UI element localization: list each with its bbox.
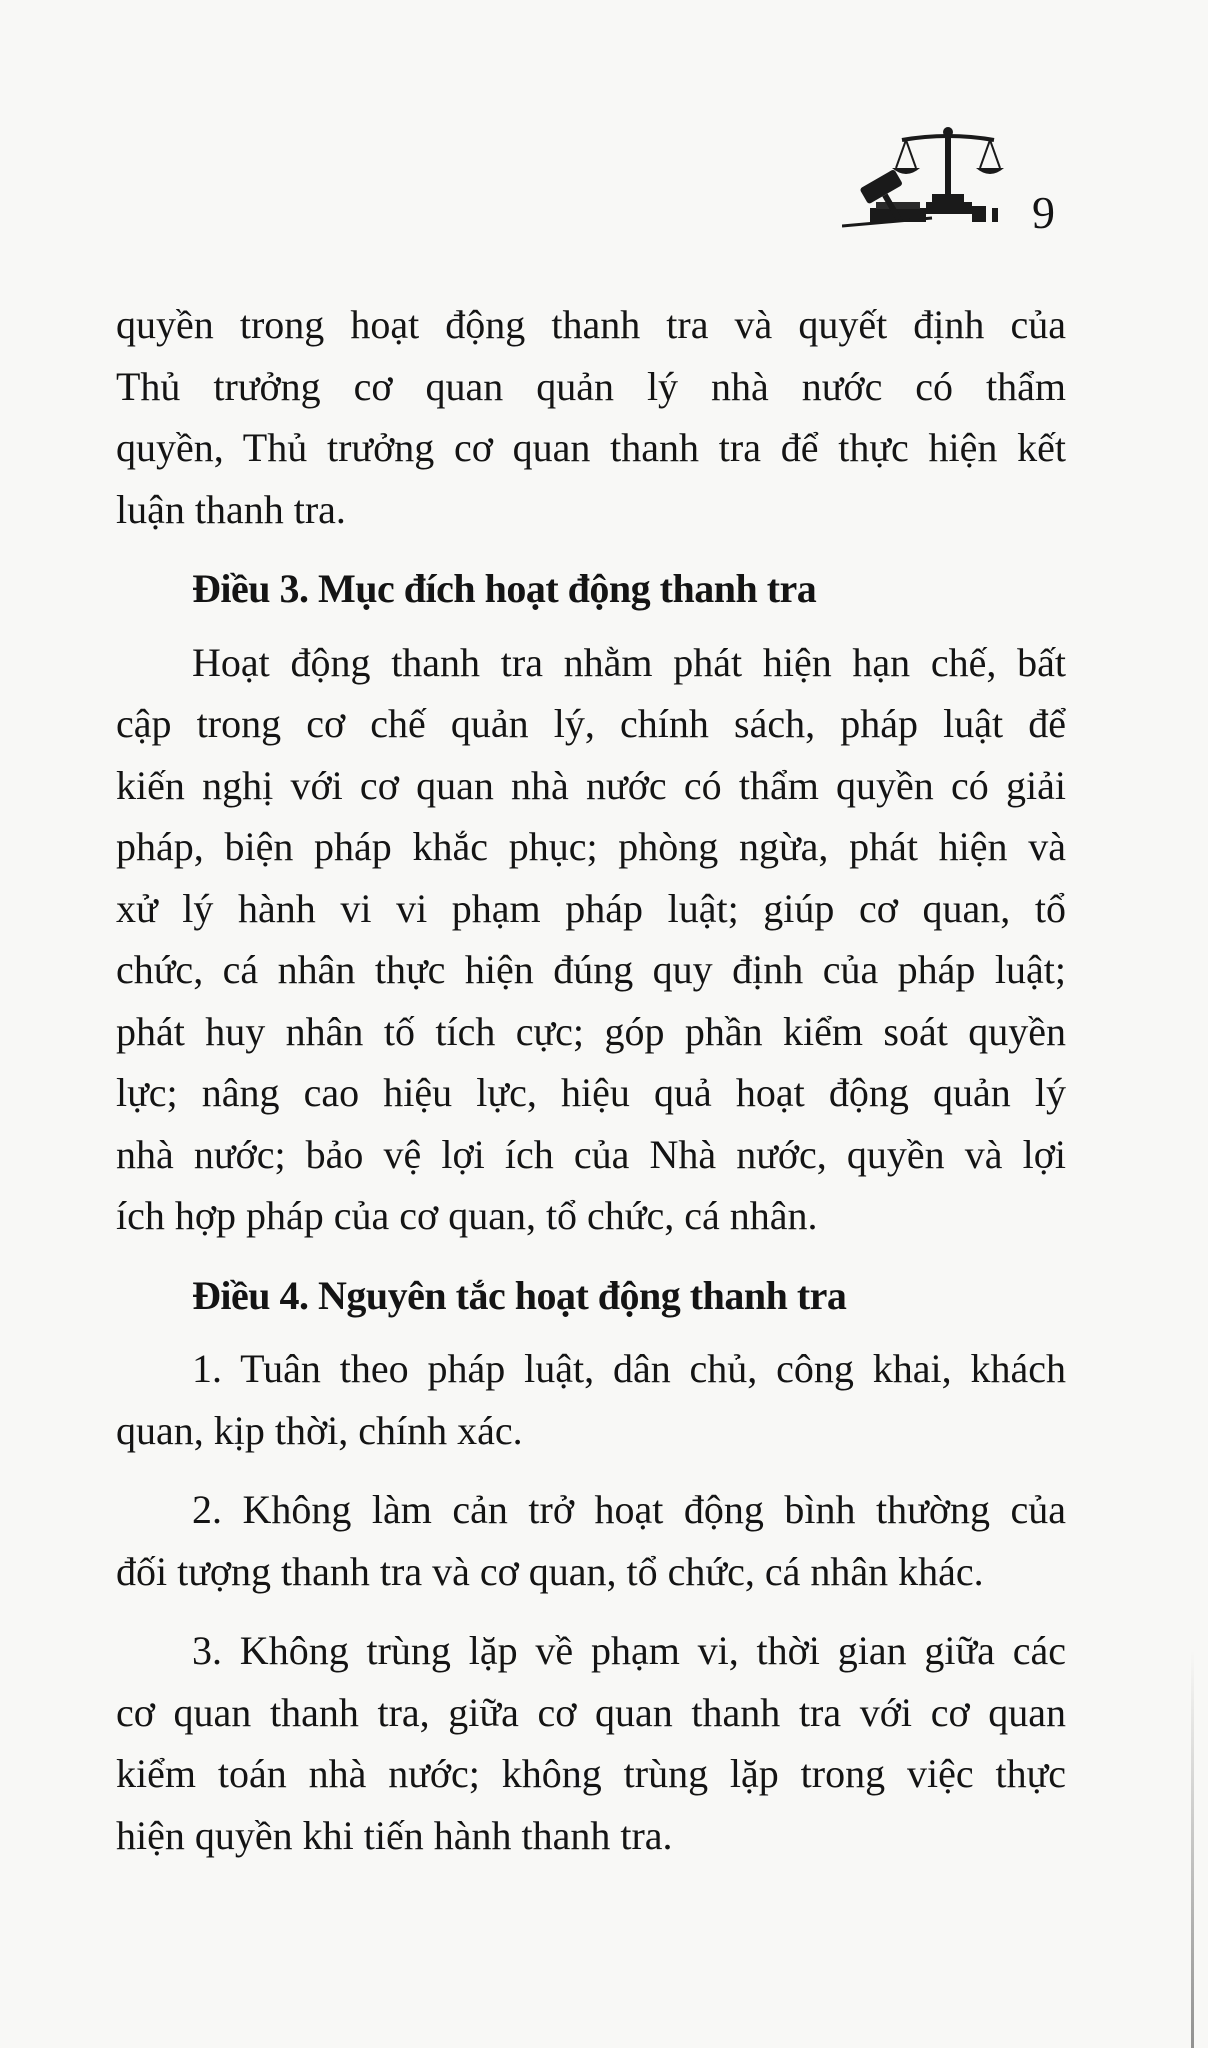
text-line: Hoạt động thanh tra nhằm phát hiện hạn chế, bất [192, 639, 1066, 685]
article-4-item-1 [116, 1338, 1066, 1461]
text-line: hiện quyền khi tiến hành thanh tra. [116, 1812, 673, 1858]
article-4-item-3 [116, 1620, 1066, 1866]
text-line: quyền, Thủ trưởng cơ quan thanh tra để thực hiện kết [116, 425, 1066, 470]
text-line: phát huy nhân tố tích cực; góp phần kiểm soát quyền [116, 1008, 1066, 1054]
text-line: 3. Không trùng lặp về phạm vi, thời gian giữa các [192, 1628, 1066, 1673]
text-line: quyền trong hoạt động thanh tra và quyết định của [116, 302, 1066, 347]
text-line: kiểm toán nhà nước; không trùng lặp trong việc thực [116, 1751, 1066, 1796]
scales-of-justice-with-gavel-icon [842, 122, 1012, 234]
text-line: quan, kịp thời, chính xác. [116, 1407, 523, 1453]
text-line: đối tượng thanh tra và cơ quan, tổ chức, cá nhân khác. [116, 1548, 984, 1594]
text-line: cơ quan thanh tra, giữa cơ quan thanh tra với cơ quan [116, 1689, 1066, 1735]
article-4-item-2 [116, 1479, 1066, 1602]
text-line: Thủ trưởng cơ quan quản lý nhà nước có thẩm [116, 363, 1066, 409]
text-line: ích hợp pháp của cơ quan, tổ chức, cá nhân. [116, 1193, 818, 1238]
text-line: 2. Không làm cản trở hoạt động bình thường của [192, 1487, 1066, 1532]
text-line: xử lý hành vi vi phạm pháp luật; giúp cơ quan, tổ [116, 885, 1066, 931]
text-line: chức, cá nhân thực hiện đúng quy định của pháp luật; [116, 947, 1066, 992]
page-edge-shadow [1191, 1650, 1194, 2048]
page-body [116, 294, 1066, 1866]
text-line: luận thanh tra. [116, 486, 346, 532]
article-3-heading: Điều 3. Mục đích hoạt động thanh tra [192, 566, 817, 611]
text-line: lực; nâng cao hiệu lực, hiệu quả hoạt động quản lý [116, 1070, 1066, 1115]
text-line: nhà nước; bảo vệ lợi ích của Nhà nước, quyền và lợi [116, 1131, 1066, 1177]
text-line: cập trong cơ chế quản lý, chính sách, pháp luật để [116, 701, 1066, 746]
page-number: 9 [1032, 187, 1055, 238]
article-3-paragraph [116, 632, 1066, 1247]
continuation-paragraph [116, 294, 1066, 540]
text-line: 1. Tuân theo pháp luật, dân chủ, công khai, khách [192, 1346, 1066, 1391]
article-4-heading: Điều 4. Nguyên tắc hoạt động thanh tra [192, 1272, 847, 1318]
text-line: kiến nghị với cơ quan nhà nước có thẩm quyền có giải [116, 762, 1066, 808]
text-line: pháp, biện pháp khắc phục; phòng ngừa, phát hiện và [116, 824, 1066, 869]
